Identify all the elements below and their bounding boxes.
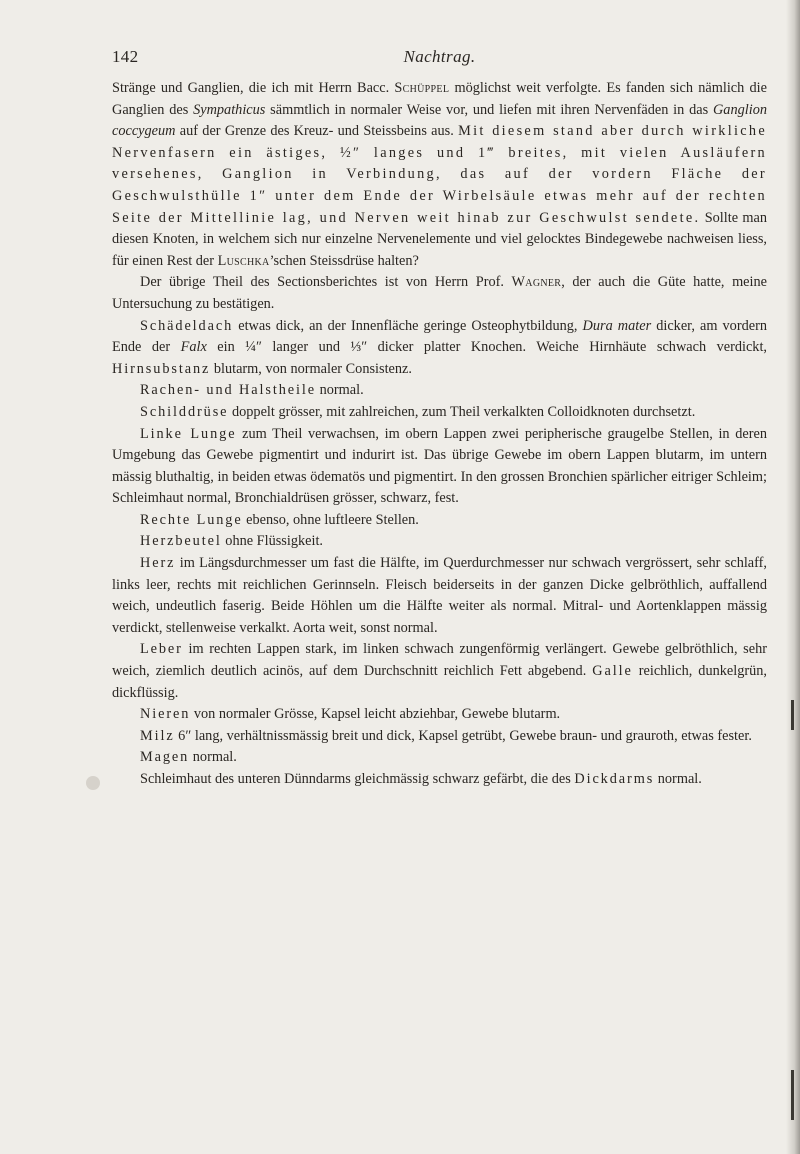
text-run: Schleimhaut des unteren Dünndarms gleichmässig schwarz gefärbt, die des (140, 771, 575, 787)
spaced-term: Schilddrüse (140, 403, 229, 420)
text-run: Sollte man diesen Knoten, in welchem sich nur einzelne Nervenelemente und viel gelocktes Bindegewebe nachweisen liess, für einen Rest der (112, 209, 767, 269)
edge-mark (791, 700, 794, 730)
paragraph (112, 316, 767, 381)
body-text (112, 78, 767, 791)
text-run: von normaler Grösse, Kapsel leicht abziehbar, Gewebe blutarm. (190, 706, 561, 723)
paragraph (112, 531, 767, 553)
paper-stain (86, 776, 100, 790)
text-run: sämmtlich in normaler Weise vor, und liefen mit ihren Nervenfäden in das (265, 101, 713, 118)
text-run: möglichst weit verfolgte. Es fanden sich nämlich die Ganglien des (112, 80, 767, 118)
text-run: blutarm, von normaler Consistenz. (210, 360, 412, 377)
small-caps-name: Wagner (511, 274, 562, 291)
text-run: normal. (654, 771, 702, 787)
spaced-term: Mit diesem stand aber durch wirkliche Nervenfasern ein ästiges, ½″ langes und 1‴ breites, mit vielen Ausläufern versehenes, Ganglion in Verbindung, das auf der vordern Fläche der Geschwulsthülle 1″ unter dem Ende der Wirbelsäule etwas mehr auf der rechten Seite der Mittellinie lag, und Nerven weit hinab zur Geschwulst sendete. (112, 123, 767, 226)
text-run: doppelt grösser, mit zahlreichen, zum Theil verkalkten Colloidknoten durchsetzt. (228, 403, 696, 420)
spaced-term: Hirnsubstanz (112, 360, 211, 377)
text-run: ’schen Steissdrüse halten? (269, 252, 419, 269)
text-run: zum Theil verwachsen, im obern Lappen zwei peripherische graugelbe Stellen, in deren Umgebung das Gewebe pigmentirt und indurirt ist. Das übrige Gewebe im obern Lappen blutarm, im untern mässig bluthaltig, in beiden etwas ödematös und pigmentirt. In den grossen Bronchien spärlicher eitriger Schleim; Schleimhaut normal, Bronchialdrüsen grösser, schwarz, fest. (112, 425, 767, 507)
paragraph (112, 769, 767, 791)
text-run: , der auch die Güte hatte, meine Untersuchung zu bestätigen. (112, 274, 767, 312)
paragraph (112, 380, 767, 402)
italic-term: Dura mater (582, 317, 652, 334)
paragraph (112, 726, 767, 748)
paragraph (112, 424, 767, 510)
spaced-term: Rechte Lunge (140, 511, 243, 528)
page-number: 142 (112, 47, 139, 66)
paragraph (112, 272, 767, 315)
text-run: reichlich, dunkelgrün, dickflüssig. (112, 663, 767, 701)
text-run: 6″ lang, verhältnissmässig breit und dick, Kapsel getrübt, Gewebe braun- und grauroth, etwas fester. (174, 727, 752, 744)
spaced-term: Dickdarms (574, 771, 655, 787)
text-run: normal. (316, 382, 364, 399)
spaced-term: Leber (140, 641, 183, 658)
spaced-term: Herzbeutel (140, 533, 222, 550)
small-caps-name: Luschka (217, 252, 270, 269)
text-run: dicker, am vordern Ende der (112, 317, 767, 356)
spaced-term: Herz (140, 555, 176, 572)
spaced-term: Magen (140, 749, 190, 766)
text-run: Stränge und Ganglien, die ich mit Herrn Bacc. (112, 80, 395, 96)
running-title: Nachtrag. (403, 47, 476, 66)
page-edge-shadow (786, 0, 800, 1154)
italic-term: Ganglion coccygeum (112, 101, 767, 140)
text-run: normal. (189, 749, 237, 766)
italic-term: Sympathicus (193, 101, 266, 118)
text-run: im rechten Lappen stark, im linken schwach zungenförmig verlängert. Gewebe gelbröthlich, sehr weich, ziemlich deutlich acinös, auf dem Durchschnitt reichlich Fett abgebend. (112, 641, 767, 680)
text-run: ein ¼″ langer und ⅓″ dicker platter Knochen. Weiche Hirnhäute schwach verdickt, (206, 339, 767, 356)
paragraph (112, 747, 767, 769)
text-run: ebenso, ohne luftleere Stellen. (242, 511, 419, 528)
spaced-term: Rachen- und Halstheile (140, 382, 316, 399)
paragraph (112, 639, 767, 704)
text-run: etwas dick, an der Innenfläche geringe Osteophytbildung, (233, 317, 583, 334)
paragraph (112, 402, 767, 424)
italic-term: Falx (180, 339, 207, 356)
paragraph (112, 704, 767, 726)
spaced-term: Milz (140, 727, 175, 744)
text-run: ohne Flüssigkeit. (221, 533, 323, 550)
small-caps-name: Schüppel (394, 80, 450, 96)
spaced-term: Schädeldach (140, 317, 234, 334)
text-run: Der übrige Theil des Sectionsberichtes ist von Herrn Prof. (140, 274, 512, 291)
page-header (112, 47, 767, 73)
edge-mark (791, 1070, 794, 1120)
paragraph (112, 553, 767, 639)
paragraph (112, 510, 767, 532)
text-run: im Längsdurchmesser um fast die Hälfte, im Querdurchmesser nur schwach vergrössert, sehr schlaff, links leer, rechts mit reichlichen Gerinnseln. Fleisch beiderseits in der ganzen Dicke gelbröthlich, auffallend weich, undeutlich faserig. Beide Höhlen um die Hälfte weiter als normal. Mitral- und Aortenklappen mässig verdickt, stellenweise verkalkt. Aorta weit, sonst normal. (112, 555, 767, 636)
text-run: auf der Grenze des Kreuz- und Steissbeins aus. (175, 123, 459, 140)
spaced-term: Galle (592, 663, 633, 680)
paragraph (112, 78, 767, 272)
spaced-term: Linke Lunge (140, 425, 237, 442)
spaced-term: Nieren (140, 706, 191, 723)
